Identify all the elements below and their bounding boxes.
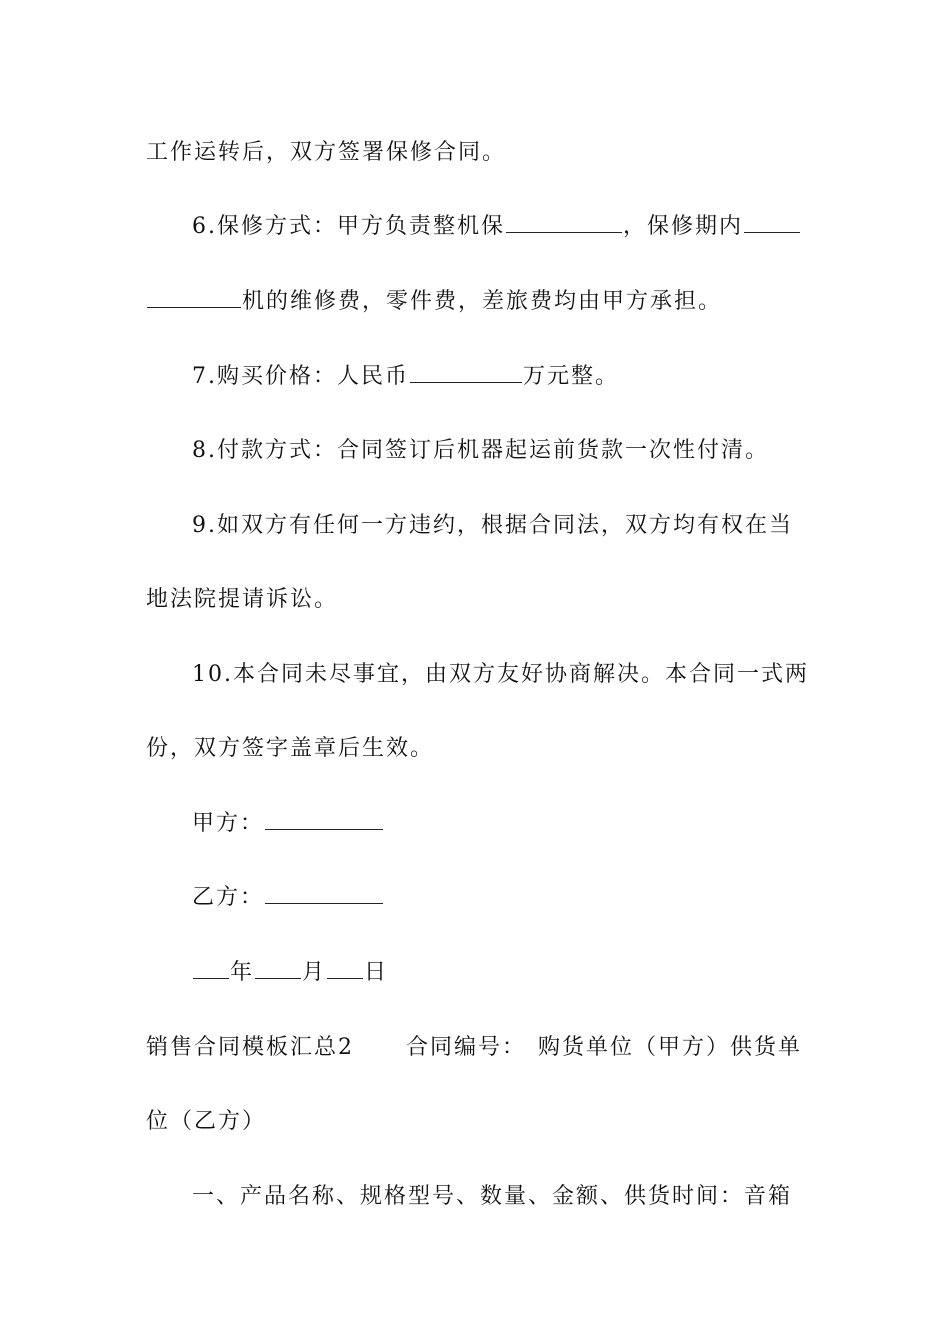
date-line: [192, 958, 852, 988]
clause-9-line-2: [146, 585, 806, 615]
text-fragment: 万元整。: [523, 364, 620, 389]
party-a-label: 甲方：: [192, 811, 265, 836]
year-label: 年: [230, 960, 255, 985]
item-1-line: [192, 1182, 852, 1212]
text-fragment: 份，双方签字盖章后生效。: [146, 736, 435, 761]
fill-in-blank: [147, 289, 241, 308]
section-heading-line: [146, 1033, 806, 1063]
text-fragment: ，保修期内: [623, 214, 744, 239]
clause-7-line: [192, 362, 852, 392]
party-b-label: 乙方：: [192, 885, 265, 910]
fill-in-blank: [327, 960, 363, 979]
contract-number-label: 合同编号：: [406, 1035, 527, 1060]
paragraph-line: [146, 138, 806, 168]
text-fragment: 10.本合同未尽事宜，由双方友好协商解决。本合同一式两: [192, 662, 809, 687]
text-fragment: 6.保修方式：甲方负责整机保: [192, 214, 505, 239]
day-label: 日: [364, 960, 389, 985]
text-fragment: 位（乙方）: [146, 1109, 267, 1134]
clause-9-line-1: [192, 511, 852, 541]
clause-10-line-1: [192, 660, 852, 690]
text-fragment: 8.付款方式：合同签订后机器起运前货款一次性付清。: [192, 438, 769, 463]
text-fragment: 7.购买价格：人民币: [192, 364, 409, 389]
section-title: 销售合同模板汇总2: [146, 1035, 354, 1060]
text-fragment: 机的维修费，零件费，差旅费均由甲方承担。: [242, 289, 723, 314]
fill-in-blank: [193, 960, 229, 979]
fill-in-blank: [255, 960, 301, 979]
fill-in-blank: [744, 214, 800, 233]
fill-in-blank: [506, 214, 622, 233]
text-fragment: 购货单位（甲方）供货单: [538, 1035, 803, 1060]
party-b-signature-line: [192, 883, 852, 913]
clause-10-line-2: [146, 734, 806, 764]
month-label: 月: [302, 960, 327, 985]
text-fragment: 工作运转后，双方签署保修合同。: [146, 140, 507, 165]
party-a-signature-line: [192, 809, 852, 839]
clause-6-line-1: [192, 212, 852, 242]
text-fragment: 地法院提请诉讼。: [146, 587, 339, 612]
fill-in-blank: [265, 811, 383, 830]
text-fragment: 一、产品名称、规格型号、数量、金额、供货时间：音箱: [192, 1184, 793, 1209]
fill-in-blank: [265, 885, 383, 904]
text-fragment: 9.如双方有任何一方违约，根据合同法，双方均有权在当: [192, 513, 793, 538]
clause-6-line-2: [146, 287, 806, 317]
fill-in-blank: [410, 364, 522, 383]
clause-8-line: [192, 436, 852, 466]
paragraph-line: [146, 1107, 806, 1137]
